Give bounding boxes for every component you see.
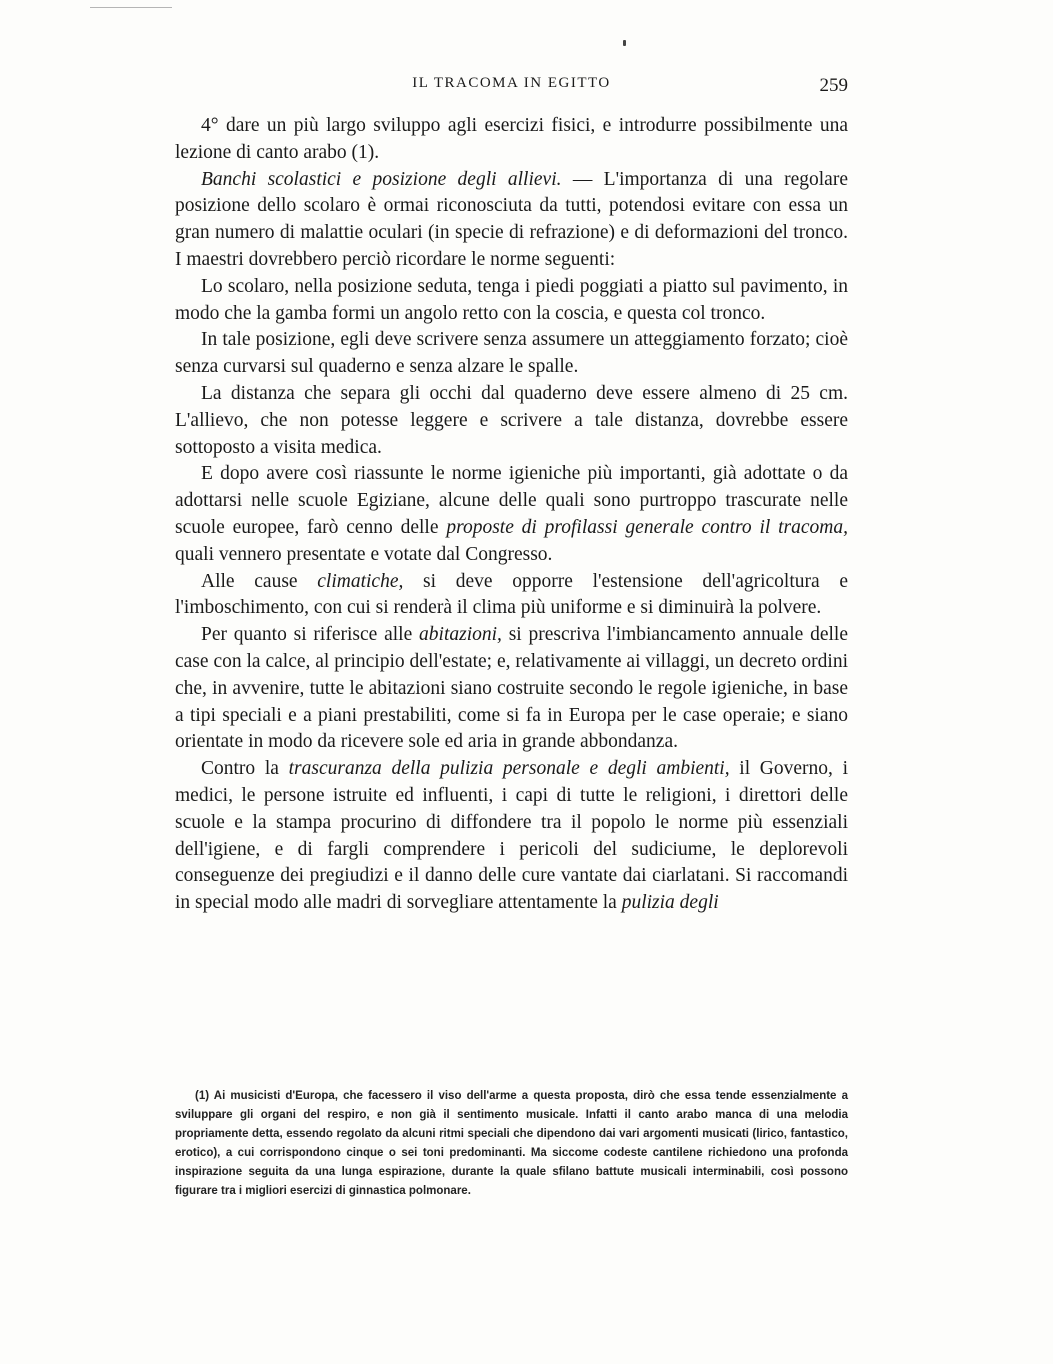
paragraph-7-emphasis: climatiche, [317,570,404,592]
paragraph-4: In tale posizione, egli deve scrivere senza assumere un atteggiamento forzato; cioè senza curvarsi sul quaderno e senza alzare le spalle. [175,329,848,378]
paragraph-9 [175,756,848,917]
footnotes [175,1087,848,1201]
page-number: 259 [819,75,848,96]
paragraph-1: 4° dare un più largo sviluppo agli esercizi fisici, e introdurre possibilmente una lezione di canto arabo (1). [175,115,848,163]
body-text [175,113,848,917]
paragraph-6 [175,461,848,568]
section-heading: Banchi scolastici e posizione degli allievi. [201,168,562,190]
paragraph-9-emphasis-1: trascuranza della pulizia personale e degli ambienti, [288,758,730,780]
paragraph-8-text-b: si prescriva l'imbiancamento annuale delle case con la calce, al principio dell'estate; e, relativamente ai villaggi, un decreto ordini che, in avvenire, tutte le abitazioni siano costruite secondo le regole igieniche, in base a tipi speciali e a piani prestabiliti, come si fa in Europa per le case operaie; e siano orientate in modo da ricevere sole ed aria in grande abbondanza. [175,624,848,753]
running-title: IL TRACOMA IN EGITTO [412,75,611,91]
paragraph-8 [175,622,848,756]
paragraph-6-text-a: E dopo avere così riassunte le norme igieniche più importanti, già adottate o da adottarsi nelle scuole Egiziane, alcune delle quali sono purtroppo trascurate nelle scuole europee, farò cenno delle [175,463,848,538]
paragraph-9-text-a: Contro la [201,758,289,780]
paragraph-8-text-a: Per quanto si riferisce alle [201,624,420,646]
paragraph-6-emphasis: proposte di profilassi generale contro il tracoma, [446,516,848,538]
paragraph-2 [175,167,848,274]
paragraph-7-text-a: Alle cause [201,570,318,592]
paragraph-2-text: — L'importanza di una regolare posizione dello scolaro è ormai riconosciuta da tutti, potendosi evitare con essa un gran numero di malattie oculari (in specie di refrazione) e di deformazioni del tronco. I maestri dovrebbero perciò ricordare le norme seguenti: [175,168,848,270]
scan-edge-line [90,7,172,8]
paragraph-6-text-b: quali vennero presentate e votate dal Congresso. [175,543,553,565]
paragraph-3: Lo scolaro, nella posizione seduta, tenga i piedi poggiati a piatto sul pavimento, in modo che la gamba formi un angolo retto con la coscia, e questa col tronco. [175,275,848,324]
paragraph-7 [175,569,848,623]
footnote-1: (1) Ai musicisti d'Europa, che facessero il viso dell'arme a questa proposta, dirò che essa tende essenzialmente a sviluppare gli organi del respiro, e non già il sentimento musicale. Infatti il canto arabo manca di una melodia propriamente detta, essendo regolato da alcuni ritmi speciali che dipendono dai vari argomenti musicati (lirico, fantastico, erotico), a cui corrispondono cinque o sei toni predominanti. Ma siccome codeste cantilene richiedono una profonda inspirazione seguita da una lunga espirazione, durante la quale sfilano battute musicali interminabili, così possono figurare tra i migliori esercizi di ginnastica polmonare. [175,1090,848,1197]
ink-speck [623,40,626,46]
paragraph-8-emphasis: abitazioni, [419,624,502,646]
paragraph-9-text-b: il Governo, i medici, le persone istruite ed influenti, i capi di tutte le religioni, i direttori delle scuole e la stampa procurino di diffondere tra il popolo le norme più essenziali dell'igiene, e di fargli comprendere i pericoli del sudiciume, le deplorevoli conseguenze dei pregiudizi e il danno delle cure vantate dai ciarlatani. Si raccomandi in special modo alle madri di sorvegliare attentamente la [175,758,849,914]
paragraph-5: La distanza che separa gli occhi dal quaderno deve essere almeno di 25 cm. L'allievo, che non potesse leggere e scrivere a tale distanza, dovrebbe essere sottoposto a visita medica. [175,382,848,458]
paragraph-9-emphasis-2: pulizia degli [621,892,719,914]
page-header [175,75,848,99]
paragraph-7-text-b: si deve opporre l'estensione dell'agricoltura e l'imboschimento, con cui si renderà il clima più uniforme e si diminuirà la polvere. [175,570,848,619]
